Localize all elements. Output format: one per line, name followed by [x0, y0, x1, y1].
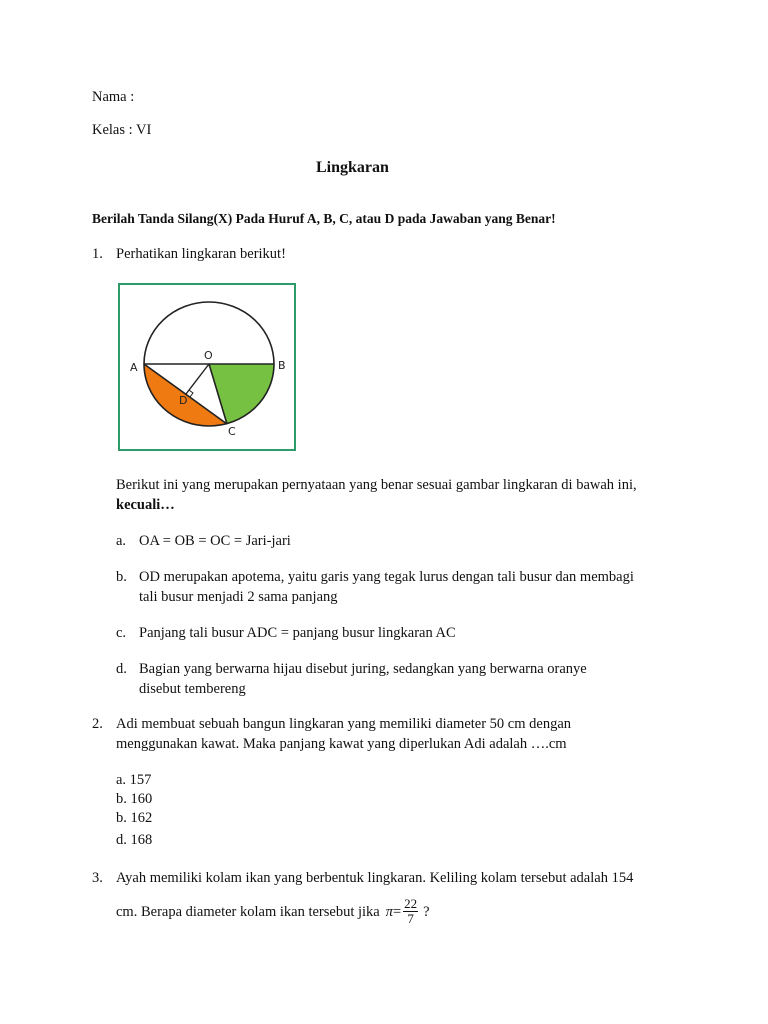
right-angle-mark [189, 390, 193, 397]
label-d: D [179, 394, 188, 407]
pi-symbol: π [385, 903, 393, 920]
fraction-numerator: 22 [404, 896, 418, 911]
q3-line1: Ayah memiliki kolam ikan yang berbentuk lingkaran. Keliling kolam tersebut adalah 154 [116, 870, 634, 886]
q1-option-a-letter: a. [116, 533, 127, 549]
question-mark: ? [423, 903, 430, 920]
q1-option-d-letter: d. [116, 661, 127, 677]
q1-stem-line2: kecuali… [116, 497, 175, 513]
q1-option-b-letter: b. [116, 569, 127, 585]
q1-text: Perhatikan lingkaran berikut! [116, 246, 286, 262]
q1-option-d-line2: disebut tembereng [139, 681, 246, 697]
circle-diagram [120, 285, 294, 449]
q2-option-3: b. 162 [116, 810, 153, 826]
q2-option-1: a. 157 [116, 772, 152, 788]
label-o: O [204, 349, 213, 362]
q2-option-4: d. 168 [116, 832, 153, 848]
q1-option-c-letter: c. [116, 625, 127, 641]
q3-number: 3. [92, 870, 103, 886]
apothem-od [186, 364, 209, 394]
instruction: Berilah Tanda Silang(X) Pada Huruf A, B, C, atau D pada Jawaban yang Benar! [92, 211, 556, 226]
label-b: B [278, 359, 286, 372]
kelas-label: Kelas : VI [92, 122, 152, 138]
q2-option-2: b. 160 [116, 791, 153, 807]
label-c: C [228, 425, 236, 438]
label-a: A [130, 361, 138, 374]
fraction [403, 897, 418, 926]
q2-number: 2. [92, 716, 103, 732]
page-title: Lingkaran [316, 159, 389, 176]
equals-sign: = [392, 903, 402, 920]
q1-number: 1. [92, 246, 103, 262]
q1-option-d-line1: Bagian yang berwarna hijau disebut juring, sedangkan yang berwarna oranye [139, 661, 587, 677]
q1-option-b-line1: OD merupakan apotema, yaitu garis yang tegak lurus dengan tali busur dan membagi [139, 569, 634, 585]
q2-line2: menggunakan kawat. Maka panjang kawat yang diperlukan Adi adalah ….cm [116, 736, 567, 752]
nama-label: Nama : [92, 89, 135, 105]
q1-option-a-text: OA = OB = OC = Jari-jari [139, 533, 291, 549]
q1-option-c-text: Panjang tali busur ADC = panjang busur lingkaran AC [139, 625, 456, 641]
q3-line2: cm. Berapa diameter kolam ikan tersebut jika [116, 903, 380, 920]
q3-line2-row [116, 897, 430, 926]
q1-stem-line1: Berikut ini yang merupakan pernyataan yang benar sesuai gambar lingkaran di bawah ini, [116, 477, 637, 493]
circle-figure [118, 283, 296, 451]
q2-line1: Adi membuat sebuah bangun lingkaran yang memiliki diameter 50 cm dengan [116, 716, 572, 732]
q1-option-b-line2: tali busur menjadi 2 sama panjang [139, 589, 338, 605]
fraction-denominator: 7 [407, 911, 414, 926]
